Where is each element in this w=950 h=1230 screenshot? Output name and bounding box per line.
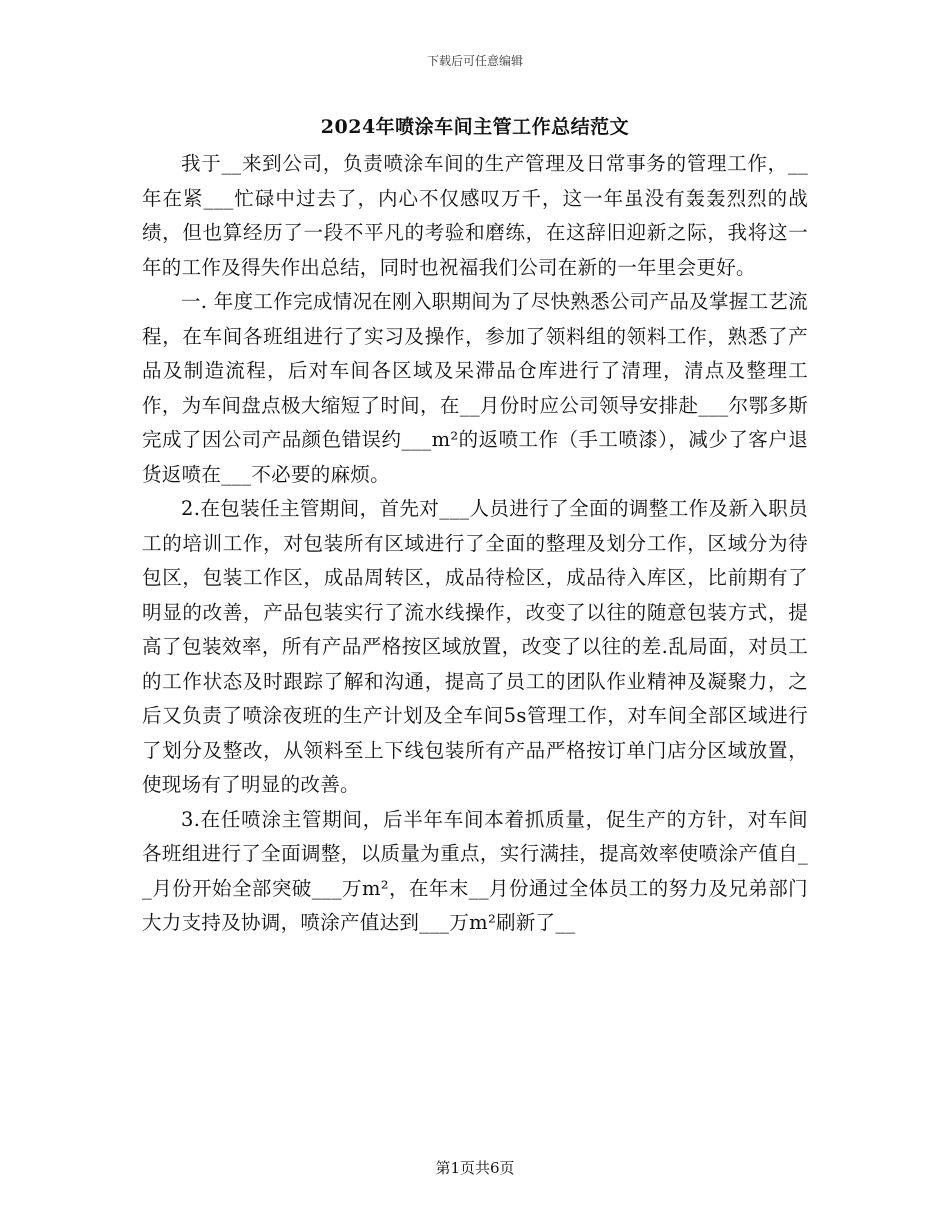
paragraph-annual-work: 一. 年度工作完成情况在刚入职期间为了尽快熟悉公司产品及掌握工艺流程，在车间各班组进行了实习及操作，参加了领料组的领料工作，熟悉了产品及制造流程，后对车间各区域及呆滞品仓库进行了清理，清点及整理工作，为车间盘点极大缩短了时间，在__月份时应公司领导安排赴___尔鄂多斯完成了因公司产品颜色错误约___m²的返喷工作（手工喷漆），减少了客户退货返喷在___不必要的麻烦。 bbox=[142, 290, 808, 486]
document-title: 2024年喷涂车间主管工作总结范文 bbox=[320, 116, 630, 138]
paragraph-packaging: 2.在包装任主管期间，首先对___人员进行了全面的调整工作及新入职员工的培训工作，对包装所有区域进行了全面的整理及划分工作，区域分为待包区，包装工作区，成品周转区，成品待检区，成品待入库区，比前期有了明显的改善，产品包装实行了流水线操作，改变了以往的随意包装方式，提高了包装效率，所有产品严格按区域放置，改变了以往的差.乱局面，对员工的工作状态及时跟踪了解和沟通，提高了员工的团队作业精神及凝聚力，之后又负责了喷涂夜班的生产计划及全车间5s管理工作，对车间全部区域进行了划分及整改，从领料至上下线包装所有产品严格按订单门店分区域放置，使现场有了明显的改善。 bbox=[142, 497, 808, 796]
page-number: 第1页共6页 bbox=[435, 1159, 515, 1177]
paragraph-intro: 我于__来到公司，负责喷涂车间的生产管理及日常事务的管理工作，__年在紧___忙碌中过去了，内心不仅感叹万千，这一年虽没有轰轰烈烈的战绩，但也算经历了一段不平凡的考验和磨练，在这辞旧迎新之际，我将这一年的工作及得失作出总结，同时也祝福我们公司在新的一年里会更好。 bbox=[142, 152, 808, 279]
document-body bbox=[142, 147, 808, 941]
page-header-note: 下载后可任意编辑 bbox=[426, 54, 523, 68]
paragraph-spraying: 3.在任喷涂主管期间，后半年车间本着抓质量，促生产的方针，对车间各班组进行了全面调整，以质量为重点，实行满挂，提高效率使喷涂产值自__月份开始全部突破___万m²，在年末__月份通过全体员工的努力及兄弟部门大力支持及协调，喷涂产值达到___万m²刷新了__ bbox=[142, 807, 808, 934]
